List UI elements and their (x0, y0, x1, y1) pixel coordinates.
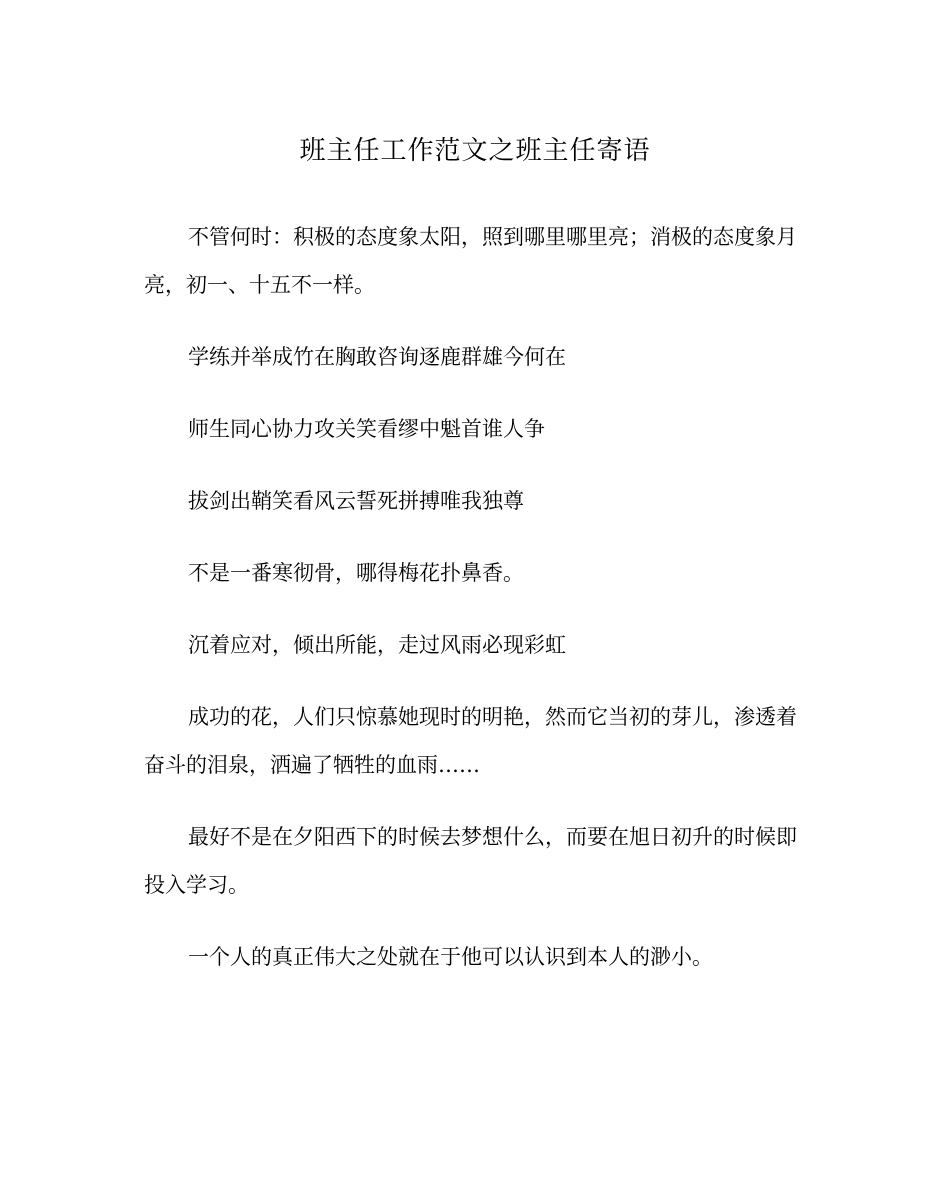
paragraph: 沉着应对，倾出所能，走过风雨必现彩虹 (188, 633, 566, 657)
document-title: 班主任工作范文之班主任寄语 (299, 136, 651, 166)
paragraph: 师生同心协力攻关笑看缪中魁首谁人争 (188, 417, 545, 441)
paragraph: 学练并举成竹在胸敢咨询逐鹿群雄今何在 (188, 345, 566, 369)
paragraph: 不管何时：积极的态度象太阳，照到哪里哪里亮；消极的态度象月亮，初一、十五不一样。 (144, 225, 797, 297)
paragraph: 最好不是在夕阳西下的时候去梦想什么，而要在旭日初升的时候即投入学习。 (144, 825, 797, 897)
paragraph: 成功的花，人们只惊慕她现时的明艳，然而它当初的芽儿，渗透着奋斗的泪泉，洒遍了牺牲的血雨…… (144, 705, 797, 777)
paragraph: 一个人的真正伟大之处就在于他可以认识到本人的渺小。 (188, 945, 713, 969)
paragraph: 不是一番寒彻骨，哪得梅花扑鼻香。 (188, 561, 524, 585)
paragraph: 拔剑出鞘笑看风云誓死拼搏唯我独尊 (188, 489, 524, 513)
